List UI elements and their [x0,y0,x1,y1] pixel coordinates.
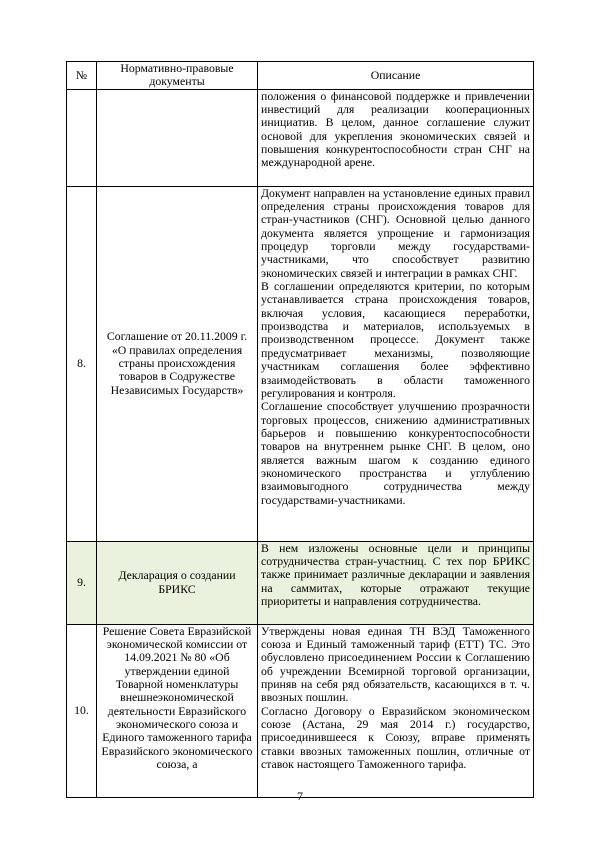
description-paragraph: положения о финансовой поддержке и привлечении инвестиций для реализации кооперационных инициатив. В целом, данное соглашение служит основой для укрепления экономических связей и повышения конкурентоспособности стран СНГ на международной арене. [261,88,530,170]
table-row [67,541,534,624]
row-description [258,541,534,624]
table-row [67,89,534,186]
description-paragraph: В соглашении определяются критерии, по которым устанавливается страна происхождения товаров, включая условия, касающиеся переработки, производства и материалов, используемых в производственном процессе. Документ также предусматривает механизмы, позволяющие участникам соглашения более эффективно взаимодействовать в области таможенного регулирования и контроля. [261,279,530,400]
row-document [97,89,258,186]
page-number: 7 [297,789,303,803]
table-header-row [67,62,534,90]
row-document: Соглашение от 20.11.2009 г. «О правилах определения страны происхождения товаров в Содружестве Независимых Государств» [97,186,258,541]
row-description [258,89,534,186]
regulatory-documents-table [66,61,534,798]
description-paragraph: Утверждены новая единая ТН ВЭД Таможенного союза и Единый таможенный тариф (ЕТТ) ТС. Это обусловлено присоединением России к Соглашению об учреждении Всемирной торговой организации, приняв на себя ряд обязательств, касающихся в т. ч. ввозных пошлин. [261,623,530,705]
header-number: № [67,62,97,90]
table-row [67,624,534,797]
row-number: 9. [67,541,97,624]
row-document: Решение Совета Евразийской экономической комиссии от 14.09.2021 № 80 «Об утверждении единой Товарной номенклатуры внешнеэкономической деятельности Евразийского экономического союза и Единого таможенного тарифа Евразийского экономического союза, а [97,624,258,797]
row-document: Декларация о создании БРИКС [97,541,258,624]
description-paragraph: Документ направлен на установление единых правил определения страны происхождения товаров для стран-участников (СНГ). Основной целью данного документа является упрощение и гармонизация процедур торговли между государствами-участниками, что способствует развитию экономических связей и интеграции в рамках СНГ. [261,185,530,280]
row-number: 8. [67,186,97,541]
row-number: 10. [67,624,97,797]
header-documents: Нормативно-правовые документы [97,62,258,90]
description-paragraph: Согласно Договору о Евразийском экономическом союзе (Астана, 29 мая 2014 г.) государство, присоединившееся к Союзу, вправе применять ставки ввозных таможенных пошлин, отличные от ставок настоящего Таможенного тарифа. [261,703,530,772]
table-row [67,186,534,541]
row-number [67,89,97,186]
row-description [258,624,534,797]
row-description [258,186,534,541]
description-paragraph: В нем изложены основные цели и принципы сотрудничества стран-участниц. С тех пор БРИКС также принимает различные декларации и заявления на саммитах, которые отражают текущие приоритеты и направления сотрудничества. [261,540,530,609]
description-paragraph: Соглашение способствует улучшению прозрачности торговых процессов, снижению административных барьеров и повышению конкурентоспособности товаров на внутреннем рынке СНГ. В целом, оно является важным шагом к созданию единого экономического пространства и углублению взаимовыгодного сотрудничества между государствами-участниками. [261,399,530,507]
header-description: Описание [258,62,534,90]
